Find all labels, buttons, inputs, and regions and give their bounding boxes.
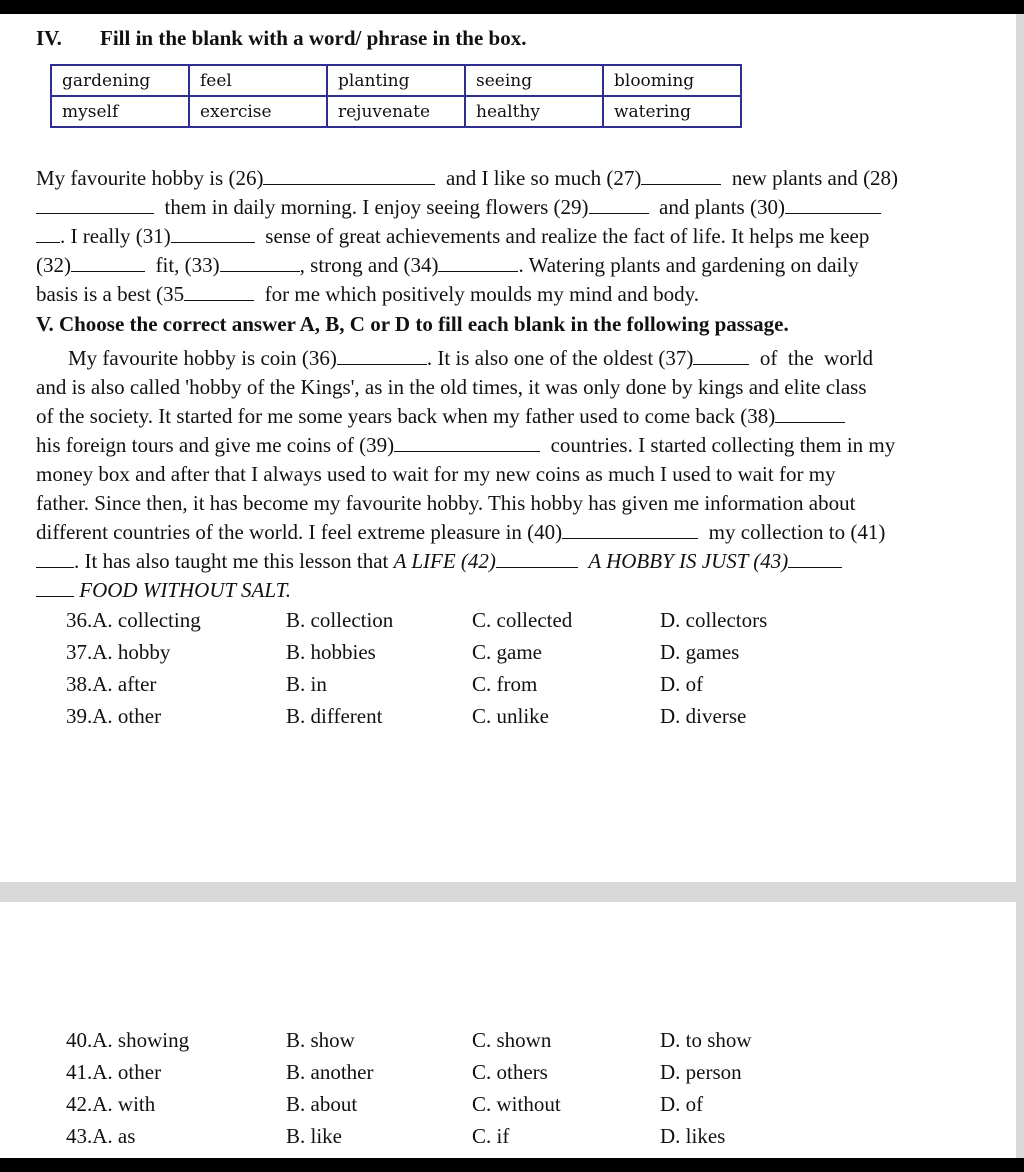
blank-27[interactable] — [641, 167, 721, 185]
option-c[interactable]: C. from — [472, 672, 538, 696]
blank-33[interactable] — [220, 254, 300, 272]
option-c[interactable]: C. others — [472, 1060, 548, 1084]
word-box-cell: seeing — [465, 65, 603, 96]
blank-31[interactable] — [171, 225, 255, 243]
passage-text: fit, (33) — [155, 253, 220, 277]
word-box-cell: healthy — [465, 96, 603, 127]
word-box-cell: watering — [603, 96, 741, 127]
passage-line — [36, 518, 994, 547]
passage-text: . It is also one of the oldest (37) — [426, 346, 694, 370]
option-b[interactable]: B. hobbies — [286, 640, 376, 664]
option-a[interactable]: 42.A. with — [66, 1092, 156, 1116]
option-d[interactable]: D. person — [660, 1060, 742, 1084]
word-box-cell: myself — [51, 96, 189, 127]
section-v-heading — [36, 312, 789, 337]
option-c[interactable]: C. game — [472, 640, 542, 664]
passage-text: new plants and (28) — [731, 166, 899, 190]
passage-text: . Watering plants and gardening on daily — [518, 253, 859, 277]
blank-38[interactable] — [775, 405, 845, 423]
word-box-cell: feel — [189, 65, 327, 96]
passage-text: countries. I started collecting them in my — [550, 433, 896, 457]
option-d[interactable]: D. collectors — [660, 608, 768, 632]
passage-text: and plants (30) — [659, 195, 785, 219]
passage-text: of the world — [759, 346, 874, 370]
word-box-row — [51, 96, 741, 127]
blank-32[interactable] — [71, 254, 145, 272]
worksheet-page-2 — [0, 902, 1016, 1158]
option-d[interactable]: D. likes — [660, 1124, 726, 1148]
passage-text: My favourite hobby is (26) — [36, 166, 264, 190]
option-c[interactable]: C. collected — [472, 608, 573, 632]
passage-text: money box and after that I always used to wait for my new coins as much I used to wait for my — [36, 462, 836, 486]
passage-line — [36, 373, 994, 402]
option-b[interactable]: B. collection — [286, 608, 394, 632]
passage-text: (32) — [36, 253, 71, 277]
word-box-row — [51, 65, 741, 96]
word-box-cell: rejuvenate — [327, 96, 465, 127]
passage-text: different countries of the world. I feel extreme pleasure in (40) — [36, 520, 563, 544]
option-a[interactable]: 41.A. other — [66, 1060, 162, 1084]
passage-text: for me which positively moulds my mind and body. — [264, 282, 700, 306]
section-v-passage — [36, 344, 994, 605]
worksheet-page-1 — [0, 14, 1016, 882]
blank-36[interactable] — [337, 347, 427, 365]
option-d[interactable]: D. games — [660, 640, 740, 664]
passage-text: basis is a best (35 — [36, 282, 185, 306]
passage-line — [36, 460, 994, 489]
option-c[interactable]: C. without — [472, 1092, 561, 1116]
option-d[interactable]: D. of — [660, 672, 704, 696]
passage-text: . I really (31) — [60, 224, 171, 248]
option-a[interactable]: 39.A. other — [66, 704, 162, 728]
option-b[interactable]: B. like — [286, 1124, 342, 1148]
option-d[interactable]: D. to show — [660, 1028, 752, 1052]
passage-text: FOOD WITHOUT SALT. — [79, 578, 291, 602]
passage-line — [36, 402, 994, 431]
section-iv-title: Fill in the blank with a word/ phrase in the box. — [100, 26, 527, 50]
passage-line — [36, 489, 994, 518]
option-a[interactable]: 40.A. showing — [66, 1028, 190, 1052]
option-a[interactable]: 43.A. as — [66, 1124, 136, 1148]
word-box-table — [50, 64, 742, 128]
blank-39[interactable] — [394, 434, 540, 452]
passage-text: . It has also taught me this lesson that — [74, 549, 389, 573]
option-b[interactable]: B. show — [286, 1028, 355, 1052]
passage-line — [36, 576, 994, 605]
blank-29[interactable] — [589, 196, 649, 214]
blank-40[interactable] — [562, 521, 698, 539]
section-v-title: V. Choose the correct answer A, B, C or D to fill each blank in the following passage. — [36, 312, 789, 336]
passage-line — [36, 344, 994, 373]
word-box-cell: planting — [327, 65, 465, 96]
passage-text: A LIFE (42) — [393, 549, 496, 573]
section-iv-heading — [36, 26, 527, 51]
option-b[interactable]: B. another — [286, 1060, 374, 1084]
passage-text: my collection to (41) — [708, 520, 886, 544]
passage-text: A HOBBY IS JUST (43) — [588, 549, 789, 573]
option-b[interactable]: B. in — [286, 672, 327, 696]
blank-43-cont[interactable] — [36, 579, 74, 597]
option-c[interactable]: C. shown — [472, 1028, 552, 1052]
passage-text: and I like so much (27) — [445, 166, 642, 190]
section-iv-number: IV. — [36, 26, 62, 50]
option-c[interactable]: C. unlike — [472, 704, 549, 728]
word-box-cell: blooming — [603, 65, 741, 96]
passage-line — [36, 164, 994, 193]
blank-30[interactable] — [785, 196, 881, 214]
passage-line — [36, 251, 994, 280]
option-d[interactable]: D. diverse — [660, 704, 747, 728]
blank-41[interactable] — [36, 550, 74, 568]
passage-text: father. Since then, it has become my favourite hobby. This hobby has given me information about — [36, 491, 856, 515]
option-a[interactable]: 38.A. after — [66, 672, 157, 696]
passage-text: sense of great achievements and realize the fact of life. It helps me keep — [265, 224, 870, 248]
option-c[interactable]: C. if — [472, 1124, 510, 1148]
option-a[interactable]: 36.A. collecting — [66, 608, 201, 632]
option-a[interactable]: 37.A. hobby — [66, 640, 171, 664]
page-separator — [0, 882, 1024, 902]
blank-28[interactable] — [36, 196, 154, 214]
word-box-cell: exercise — [189, 96, 327, 127]
passage-text: My favourite hobby is coin (36) — [68, 346, 337, 370]
passage-text: his foreign tours and give me coins of (39) — [36, 433, 395, 457]
passage-line — [36, 547, 994, 576]
passage-text: of the society. It started for me some years back when my father used to come back (38) — [36, 404, 776, 428]
blank-35[interactable] — [184, 283, 254, 301]
passage-line — [36, 280, 994, 309]
page-edge — [1016, 14, 1024, 1158]
option-d[interactable]: D. of — [660, 1092, 704, 1116]
blank-30-cont[interactable] — [36, 225, 60, 243]
passage-text: , strong and (34) — [299, 253, 439, 277]
section-iv-passage — [36, 164, 994, 309]
blank-34[interactable] — [438, 254, 518, 272]
passage-line — [36, 431, 994, 460]
blank-37[interactable] — [693, 347, 749, 365]
blank-43[interactable] — [788, 550, 842, 568]
option-b[interactable]: B. different — [286, 704, 383, 728]
passage-text: and is also called 'hobby of the Kings', as in the old times, it was only done by kings and elite class — [36, 375, 867, 399]
blank-42[interactable] — [496, 550, 578, 568]
blank-26[interactable] — [263, 167, 435, 185]
word-box-cell: gardening — [51, 65, 189, 96]
passage-line — [36, 222, 994, 251]
passage-line — [36, 193, 994, 222]
passage-text: them in daily morning. I enjoy seeing flowers (29) — [164, 195, 589, 219]
option-b[interactable]: B. about — [286, 1092, 358, 1116]
